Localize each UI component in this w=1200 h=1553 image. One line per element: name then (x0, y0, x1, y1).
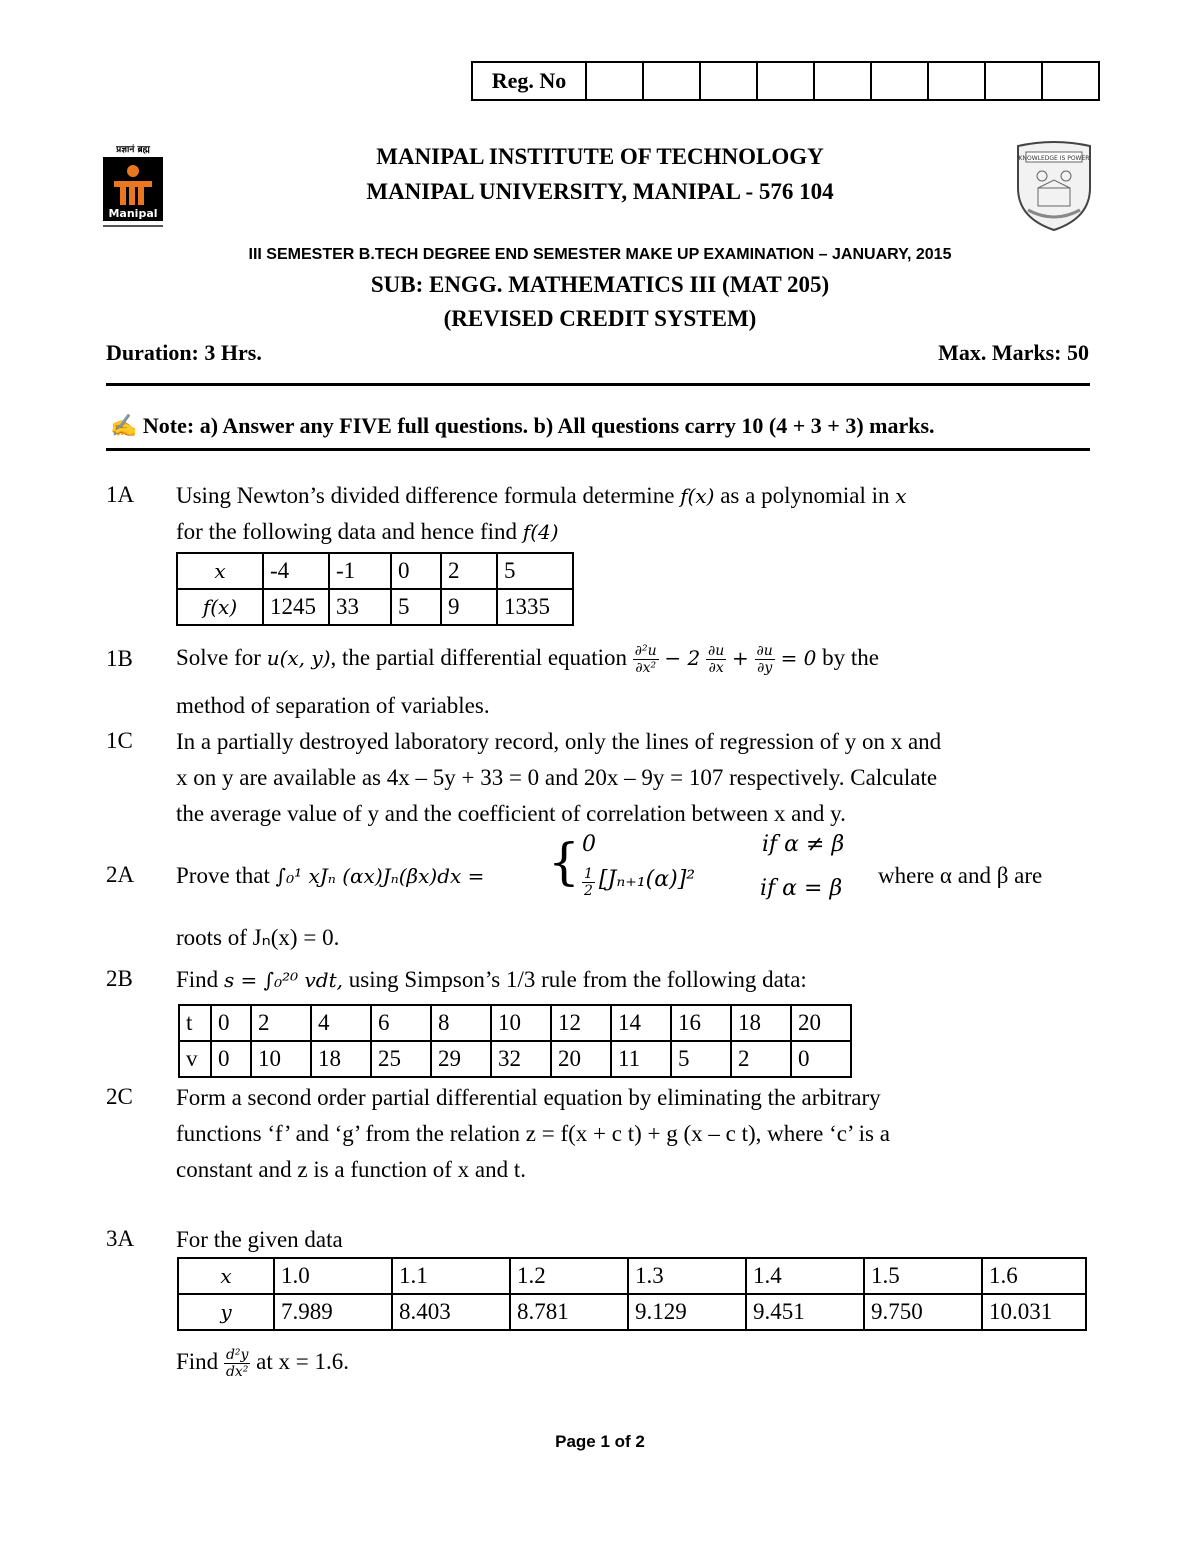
table-cell: 1.2 (510, 1258, 628, 1294)
table-cell: 1335 (497, 589, 573, 625)
table-cell: 9.451 (746, 1294, 864, 1330)
table-cell: -4 (263, 553, 329, 589)
question-3a-find: Find $\frac{\text{d²y}}{\text{dx²}}$ at x = 1.6. (176, 1347, 349, 1381)
table-cell: 1.4 (746, 1258, 864, 1294)
data-table-2b (178, 1004, 852, 1078)
duration: Duration: 3 Hrs. (106, 340, 262, 365)
crest-motto: KNOWLEDGE IS POWER (1018, 155, 1090, 162)
table-cell: f(x) (177, 589, 263, 625)
table-cell: 16 (671, 1005, 731, 1041)
question-2a-text-line2: roots of Jₙ(x) = 0. (176, 925, 340, 950)
case-value: 0 (582, 832, 596, 857)
question-1a-text: Using Newton’s divided difference formula determine f(x) as a polynomial in x for the following data and hence find f(4) (176, 483, 907, 544)
case-condition: if α ≠ β (762, 832, 845, 857)
question-1b-text: Solve for u(x, y), the partial differential equation $\frac{\text{∂²u}}{\text{∂x²}}$ − 2 $\frac{\partial u}{\partial x}$ + $\frac{\partial u}{\partial y}$ = 0 by the (176, 643, 880, 677)
table-cell: 0 (211, 1041, 251, 1077)
table-cell: 10 (491, 1005, 551, 1041)
table-cell: 8 (431, 1005, 491, 1041)
case-condition: if α = β (760, 876, 843, 901)
reg-no-box[interactable] (815, 63, 872, 99)
question-number: 3A (106, 1226, 135, 1251)
table-cell: 2 (731, 1041, 791, 1077)
data-table-1a (176, 552, 574, 626)
table-cell: 12 (551, 1005, 611, 1041)
logo-tagline: प्रज्ञानं ब्रह्म (116, 145, 150, 155)
case-value: $\frac{1}{2}$ [Jₙ₊₁(α)]² (584, 866, 696, 899)
table-cell: 4 (311, 1005, 371, 1041)
table-cell: 0 (791, 1041, 851, 1077)
logo-brand: Manipal (108, 207, 158, 220)
table-cell: 5 (391, 589, 441, 625)
table-cell: v (179, 1041, 211, 1077)
table-cell: 18 (731, 1005, 791, 1041)
table-cell: 1.3 (628, 1258, 746, 1294)
table-row (177, 553, 573, 589)
question-2a-suffix: where α and β are (878, 863, 1043, 888)
table-cell: 9.129 (628, 1294, 746, 1330)
university-name: MANIPAL UNIVERSITY, MANIPAL - 576 104 (366, 179, 834, 204)
table-cell: x (177, 553, 263, 589)
table-cell: 9 (441, 589, 497, 625)
table-cell: -1 (329, 553, 391, 589)
table-cell: 5 (671, 1041, 731, 1077)
table-cell: 29 (431, 1041, 491, 1077)
table-cell: 1.6 (982, 1258, 1086, 1294)
table-cell: 33 (329, 589, 391, 625)
question-number: 2B (106, 966, 133, 991)
table-cell: t (179, 1005, 211, 1041)
table-cell: 9.750 (864, 1294, 982, 1330)
question-2b-text: Find s = ∫₀²⁰ vdt, using Simpson’s 1/3 rule from the following data: (176, 967, 807, 992)
table-row (179, 1005, 851, 1041)
table-cell: 5 (497, 553, 573, 589)
table-cell: 1245 (263, 589, 329, 625)
table-cell: 1.5 (864, 1258, 982, 1294)
table-cell: 7.989 (274, 1294, 392, 1330)
reg-no-box[interactable] (986, 63, 1043, 99)
note-text: Note: a) Answer any FIVE full questions. b) All questions carry 10 (4 + 3 + 3) marks. (142, 413, 935, 438)
institute-name: MANIPAL INSTITUTE OF TECHNOLOGY (376, 144, 824, 169)
table-cell: 10 (251, 1041, 311, 1077)
table-cell: 14 (611, 1005, 671, 1041)
table-cell: 1.1 (392, 1258, 510, 1294)
reg-no-box[interactable] (587, 63, 644, 99)
data-table-3a (177, 1257, 1087, 1331)
table-cell: 25 (371, 1041, 431, 1077)
question-1c-text: In a partially destroyed laboratory record, only the lines of regression of y on x and x on y are available as 4x – 5y + 33 = 0 and 20x – 9y = 107 respectively. Calculate the average value of y and the coefficient of correlation between x and y. (176, 729, 942, 826)
note (110, 413, 935, 439)
question-2a-prefix: Prove that ∫₀¹ xJₙ (αx)Jₙ(βx)dx = (176, 863, 485, 888)
question-number: 2A (106, 862, 135, 887)
reg-no-label: Reg. No (473, 63, 587, 99)
table-cell: 11 (611, 1041, 671, 1077)
table-row (177, 589, 573, 625)
reg-no-box[interactable] (1043, 63, 1098, 99)
table-row (179, 1041, 851, 1077)
max-marks: Max. Marks: 50 (938, 340, 1089, 365)
table-cell: 8.781 (510, 1294, 628, 1330)
table-cell: 0 (391, 553, 441, 589)
table-cell: 6 (371, 1005, 431, 1041)
brace: { (548, 833, 580, 891)
reg-no-field (471, 61, 1100, 101)
table-cell: 18 (311, 1041, 371, 1077)
reg-no-box[interactable] (929, 63, 986, 99)
divider (106, 448, 1090, 451)
divider (106, 383, 1090, 386)
reg-no-box[interactable] (701, 63, 758, 99)
question-number: 1C (106, 728, 133, 753)
table-cell: 2 (251, 1005, 311, 1041)
subject-title: SUB: ENGG. MATHEMATICS III (MAT 205) (370, 272, 830, 297)
pencil-icon: ✍ (110, 413, 138, 438)
question-3a-text: For the given data (176, 1227, 343, 1252)
question-2c-text: Form a second order partial differential equation by eliminating the arbitrary functions ‘f’ and ‘g’ from the relation z = f(x + c t) + g (x – c t), where ‘c’ is a constant and z is a function of x and t. (176, 1085, 890, 1182)
table-cell: 20 (551, 1041, 611, 1077)
table-cell: 8.403 (392, 1294, 510, 1330)
table-row (178, 1294, 1086, 1330)
table-cell: 1.0 (274, 1258, 392, 1294)
table-cell: 32 (491, 1041, 551, 1077)
table-cell: 20 (791, 1005, 851, 1041)
reg-no-box[interactable] (872, 63, 929, 99)
table-row (178, 1258, 1086, 1294)
question-number: 1B (106, 646, 133, 671)
reg-no-box[interactable] (644, 63, 701, 99)
table-cell: x (178, 1258, 274, 1294)
reg-no-box[interactable] (758, 63, 815, 99)
page-number: Page 1 of 2 (555, 1432, 645, 1451)
question-number: 2C (106, 1084, 133, 1109)
table-cell: y (178, 1294, 274, 1330)
question-1b-text-line2: method of separation of variables. (176, 693, 490, 718)
question-number: 1A (106, 482, 135, 507)
table-cell: 10.031 (982, 1294, 1086, 1330)
table-cell: 2 (441, 553, 497, 589)
credit-system: (REVISED CREDIT SYSTEM) (443, 306, 757, 331)
table-cell: 0 (211, 1005, 251, 1041)
exam-title: III SEMESTER B.TECH DEGREE END SEMESTER MAKE UP EXAMINATION – JANUARY, 2015 (248, 246, 952, 263)
